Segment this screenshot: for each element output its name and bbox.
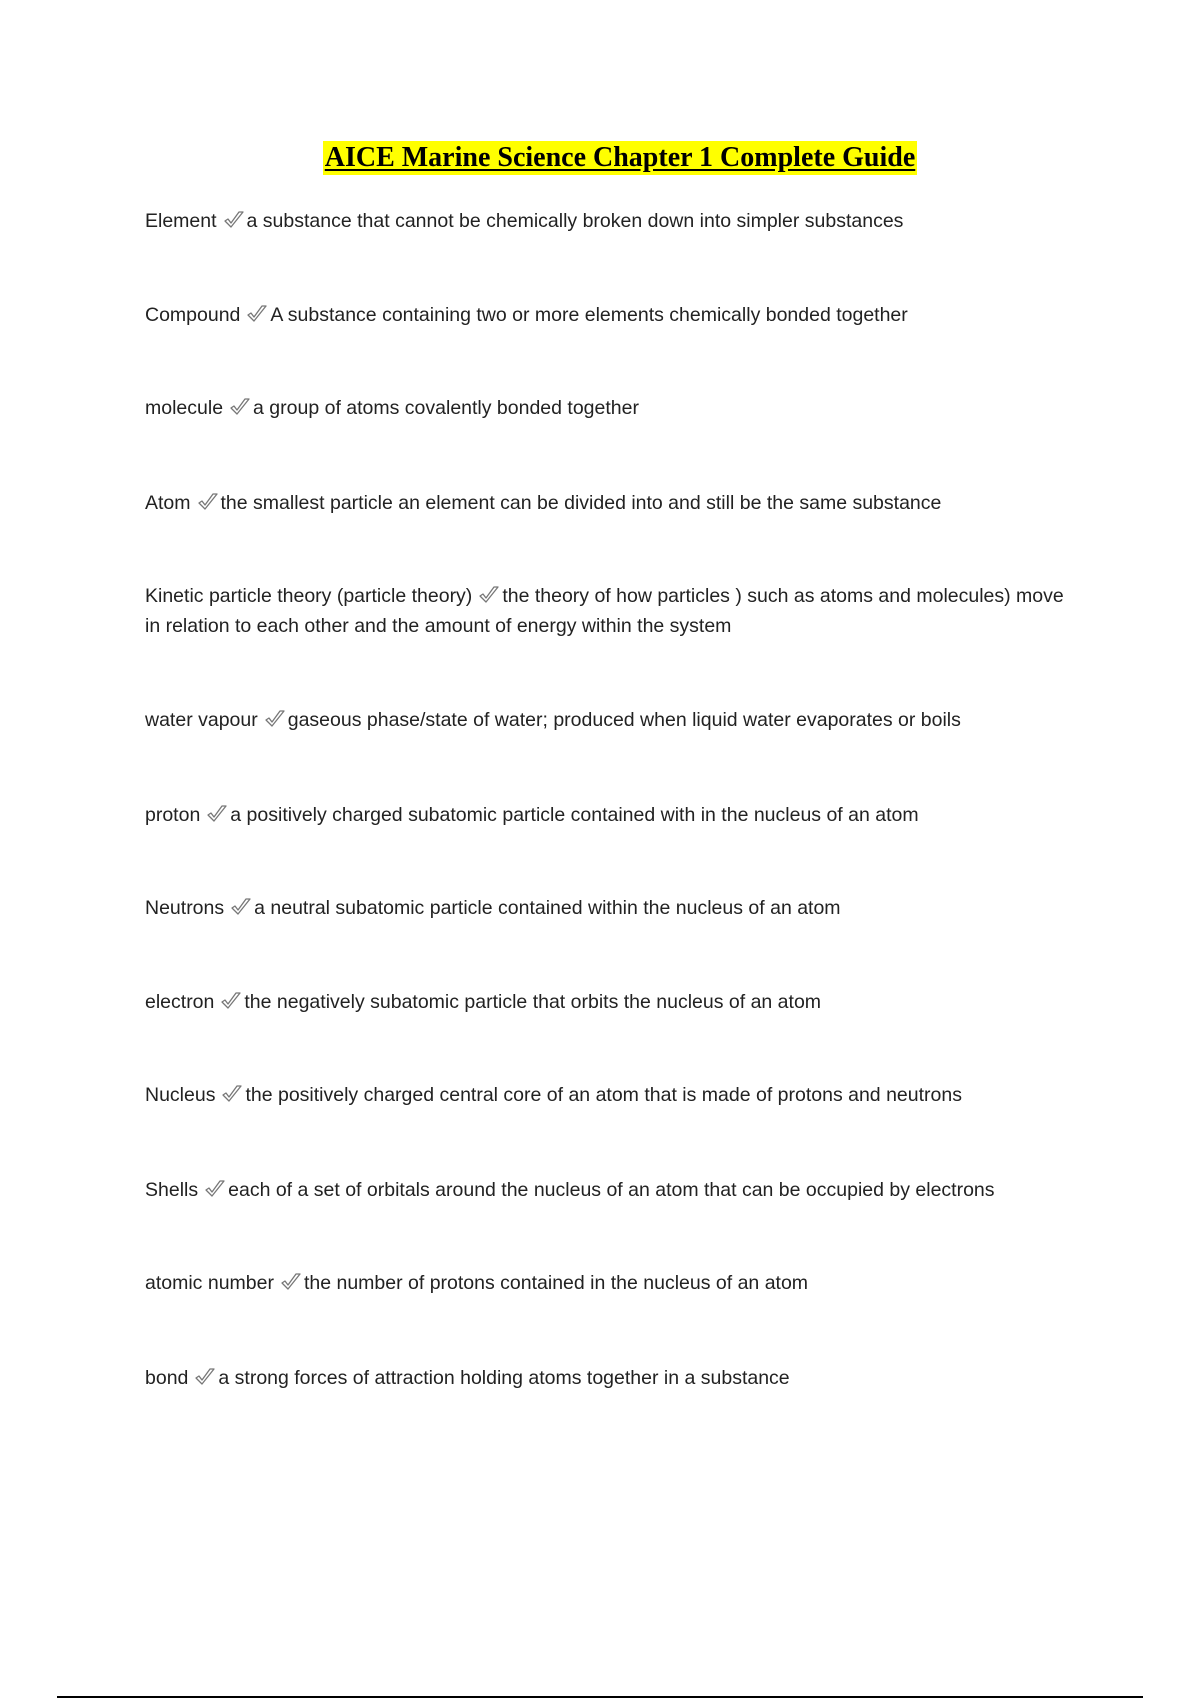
entry-term: proton [145, 804, 201, 826]
title-container [0, 141, 1200, 175]
entry-term: Neutrons [145, 897, 225, 919]
check-mark-icon [229, 397, 251, 417]
document-title: AICE Marine Science Chapter 1 Complete Guide [324, 142, 916, 173]
entry-definition: the theory of how particles ) such as atoms and molecules) move in relation to each other and the amount of energy within the system [145, 585, 1064, 637]
entry-proton [145, 800, 1075, 830]
entry-definition: a strong forces of attraction holding atoms together in a substance [218, 1367, 790, 1389]
entry-term: atomic number [145, 1272, 274, 1294]
entry-term: Element [145, 210, 217, 232]
entry-electron [145, 987, 1075, 1017]
check-mark-icon [280, 1272, 302, 1292]
footer-divider [57, 1696, 1143, 1698]
entry-nucleus [145, 1080, 1075, 1110]
entry-element [145, 206, 1075, 236]
check-mark-icon [197, 492, 219, 512]
entry-definition: the positively charged central core of an atom that is made of protons and neutrons [245, 1084, 962, 1106]
entry-definition: the number of protons contained in the nucleus of an atom [303, 1272, 809, 1294]
check-mark-icon [246, 304, 268, 324]
entry-definition: a neutral subatomic particle contained within the nucleus of an atom [254, 897, 841, 919]
entry-definition: a group of atoms covalently bonded together [253, 397, 639, 419]
entry-water-vapour [145, 705, 1075, 735]
entry-kinetic-particle-theory [145, 581, 1075, 641]
entry-definition: a positively charged subatomic particle contained with in the nucleus of an atom [230, 804, 919, 826]
check-mark-icon [230, 897, 252, 917]
entry-compound [145, 300, 1075, 330]
entry-definition: gaseous phase/state of water; produced when liquid water evaporates or boils [287, 709, 961, 731]
check-mark-icon [478, 585, 500, 605]
entry-term: bond [145, 1367, 189, 1389]
check-mark-icon [206, 804, 228, 824]
entry-term: Nucleus [145, 1084, 216, 1106]
entry-term: molecule [145, 397, 224, 419]
entry-definition: A substance containing two or more elements chemically bonded together [270, 304, 908, 326]
entry-definition: the smallest particle an element can be divided into and still be the same substance [220, 492, 942, 514]
check-mark-icon [223, 210, 245, 230]
entry-shells [145, 1175, 1075, 1205]
entry-term: water vapour [145, 709, 258, 731]
entry-neutrons [145, 893, 1075, 923]
entry-atom [145, 488, 1075, 518]
entry-term: Shells [145, 1179, 199, 1201]
entry-definition: a substance that cannot be chemically broken down into simpler substances [246, 210, 904, 232]
entry-term: Atom [145, 492, 191, 514]
check-mark-icon [220, 991, 242, 1011]
check-mark-icon [194, 1367, 216, 1387]
check-mark-icon [204, 1179, 226, 1199]
entry-definition: the negatively subatomic particle that orbits the nucleus of an atom [244, 991, 822, 1013]
entry-bond [145, 1363, 1075, 1393]
entry-term: Compound [145, 304, 241, 326]
check-mark-icon [221, 1084, 243, 1104]
entry-definition: each of a set of orbitals around the nucleus of an atom that can be occupied by electrons [228, 1179, 995, 1201]
entry-atomic-number [145, 1268, 1075, 1298]
entry-molecule [145, 393, 1075, 423]
entry-term: electron [145, 991, 215, 1013]
check-mark-icon [264, 709, 286, 729]
entry-term: Kinetic particle theory (particle theory) [145, 585, 473, 607]
